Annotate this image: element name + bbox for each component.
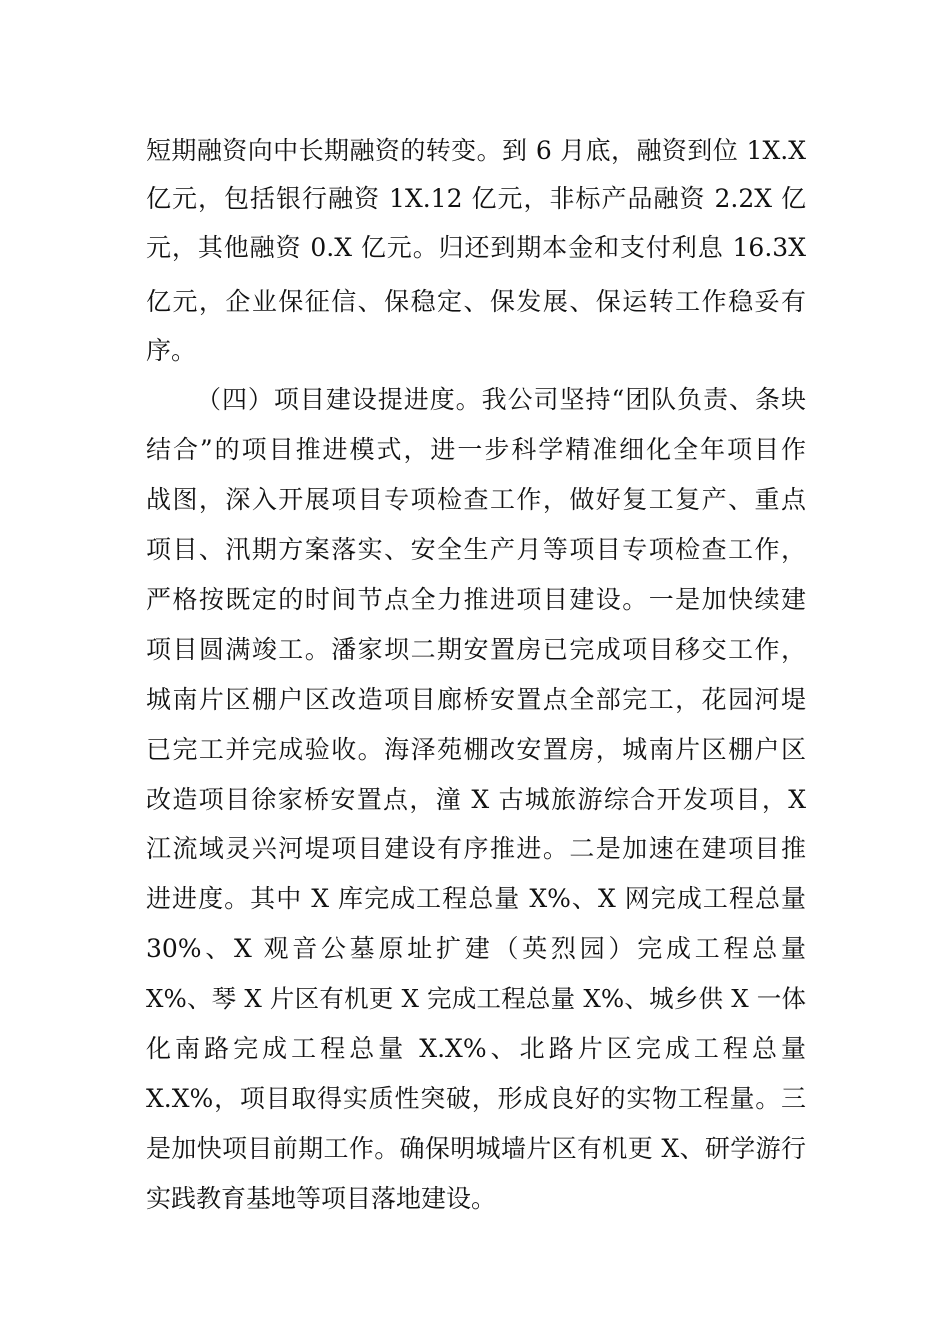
paragraph-2-line-15: X.X%，项目取得实质性突破，形成良好的实物工程量。三: [146, 1084, 806, 1113]
paragraph-2-line-4: 项目、汛期方案落实、安全生产月等项目专项检查工作，: [146, 535, 806, 564]
paragraph-2-line-2: 结合”的项目推进模式，进一步科学精准细化全年项目作: [146, 435, 806, 464]
paragraph-2-line-9: 改造项目徐家桥安置点，潼 X 古城旅游综合开发项目，X: [146, 785, 806, 814]
paragraph-2-line-13: X%、琴 X 片区有机更 X 完成工程总量 X%、城乡供 X 一体: [146, 984, 806, 1013]
paragraph-2-line-3: 战图，深入开展项目专项检查工作，做好复工复产、重点: [146, 485, 806, 514]
paragraph-2-line-5: 严格按既定的时间节点全力推进项目建设。一是加快续建: [146, 585, 806, 614]
paragraph-1-line-3: 元，其他融资 0.X 亿元。归还到期本金和支付利息 16.3X: [146, 233, 806, 262]
paragraph-2-line-1: （四）项目建设提进度。我公司坚持“团队负责、条块: [196, 385, 806, 414]
paragraph-2-line-8: 已完工并完成验收。海泽苑棚改安置房，城南片区棚户区: [146, 735, 806, 764]
paragraph-2-line-16: 是加快项目前期工作。确保明城墙片区有机更 X、研学游行: [146, 1134, 806, 1163]
paragraph-2-line-7: 城南片区棚户区改造项目廊桥安置点全部完工，花园河堤: [146, 685, 806, 714]
paragraph-2-line-6: 项目圆满竣工。潘家坝二期安置房已完成项目移交工作，: [146, 635, 806, 664]
paragraph-2-line-17: 实践教育基地等项目落地建设。: [146, 1184, 497, 1213]
paragraph-2-line-11: 进进度。其中 X 库完成工程总量 X%、X 网完成工程总量: [146, 884, 806, 913]
paragraph-1-line-5: 序。: [146, 336, 197, 365]
paragraph-1-line-1: 短期融资向中长期融资的转变。到 6 月底，融资到位 1X.X: [146, 136, 806, 165]
paragraph-2-line-12: 30%、X 观音公墓原址扩建（英烈园）完成工程总量: [146, 934, 806, 963]
paragraph-1-line-2: 亿元，包括银行融资 1X.12 亿元，非标产品融资 2.2X 亿: [146, 184, 806, 213]
paragraph-2-line-14: 化南路完成工程总量 X.X%、北路片区完成工程总量: [146, 1034, 806, 1063]
paragraph-2-line-10: 江流域灵兴河堤项目建设有序推进。二是加速在建项目推: [146, 834, 806, 863]
paragraph-1-line-4: 亿元，企业保征信、保稳定、保发展、保运转工作稳妥有: [146, 287, 806, 316]
